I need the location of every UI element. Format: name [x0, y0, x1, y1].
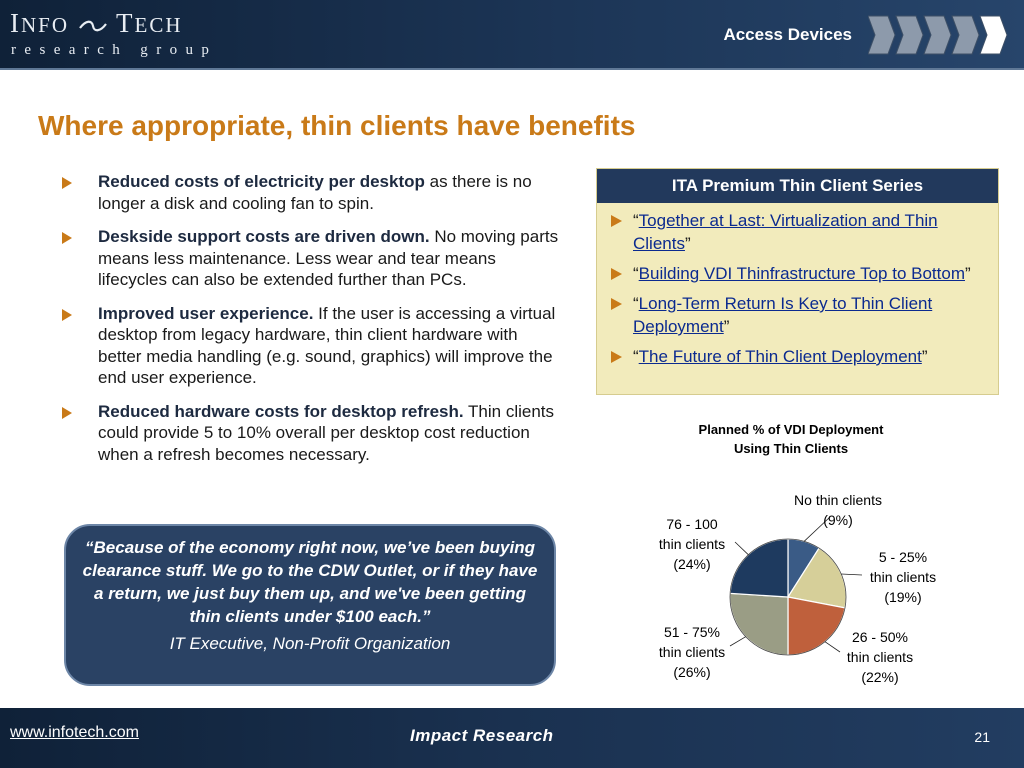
bullet-arrow-icon: [62, 309, 72, 321]
benefit-item: Reduced hardware costs for desktop refresh. Thin clients could provide 5 to 10% overall per desktop cost reduction when a refresh becomes necessary.: [58, 401, 563, 466]
series-item: “Long-Term Return Is Key to Thin Client Deployment”: [611, 292, 988, 338]
pie-label-26-50: 26 - 50% thin clients (22%): [846, 629, 914, 685]
pie-label-5-25: 5 - 25% thin clients (19%): [869, 549, 937, 605]
benefit-item: Deskside support costs are driven down. No moving parts means less maintenance. Less wear and tear means lifecycles can also be extended further than PCs.: [58, 226, 563, 291]
quote-text: “Because of the economy right now, we’ve been buying clearance stuff. We go to the CDW Outlet, or if they have a return, we just buy them up, and we've been getting thin clients under $100 each.”: [82, 538, 538, 626]
bullet-arrow-icon: [611, 298, 622, 310]
series-title: ITA Premium Thin Client Series: [597, 169, 998, 203]
pie-slice: [730, 539, 788, 597]
pie-leader-line: [735, 542, 748, 555]
series-link[interactable]: Long-Term Return Is Key to Thin Client Deployment: [633, 294, 933, 336]
series-item: “The Future of Thin Client Deployment”: [611, 345, 988, 368]
series-link[interactable]: The Future of Thin Client Deployment: [638, 347, 922, 366]
premium-series-box: [596, 168, 999, 395]
pie-label-none: No thin clients (9%): [794, 492, 882, 528]
chart-title: Planned % of VDI Deployment Using Thin Clients: [698, 422, 884, 456]
infotech-logo: [10, 8, 245, 58]
series-item: “Together at Last: Virtualization and Thin Clients”: [611, 209, 988, 255]
series-list: [597, 203, 998, 368]
bullet-arrow-icon: [611, 351, 622, 363]
series-item: “Building VDI Thinfrastructure Top to Bottom”: [611, 262, 988, 285]
section-title: Access Devices: [723, 25, 852, 44]
benefit-item: Improved user experience. If the user is accessing a virtual desktop from legacy hardware, thin client hardware with better media handling (e.g. sound, graphics) will improve the end user experience.: [58, 303, 563, 389]
bullet-arrow-icon: [62, 407, 72, 419]
bullet-arrow-icon: [62, 177, 72, 189]
pie-slice: [788, 597, 845, 655]
benefit-item: Reduced costs of electricity per desktop as there is no longer a disk and cooling fan to spin.: [58, 171, 563, 214]
page-title: Where appropriate, thin clients have benefits: [38, 110, 636, 141]
bullet-arrow-icon: [611, 215, 622, 227]
benefits-list: [58, 171, 563, 477]
chevron-active-icon: [980, 16, 1007, 54]
chevron-icon: [868, 16, 895, 54]
bullet-arrow-icon: [62, 232, 72, 244]
header-divider: [0, 68, 1024, 70]
chevron-icon: [896, 16, 923, 54]
chevron-icon: [924, 16, 951, 54]
page-number: 21: [974, 729, 990, 745]
footer-impact-research: Impact Research: [410, 726, 554, 745]
quote-attribution: IT Executive, Non-Profit Organization: [169, 634, 451, 653]
series-link[interactable]: Building VDI Thinfrastructure Top to Bottom: [638, 264, 965, 283]
quote-box: [64, 524, 556, 686]
pie-slice: [730, 593, 788, 655]
pie-label-76-100: 76 - 100 thin clients (24%): [658, 516, 726, 572]
logo-tilde-icon: [78, 20, 108, 32]
logo-tagline: research group: [11, 42, 218, 58]
footer-website-link[interactable]: www.infotech.com: [10, 724, 139, 741]
progress-chevrons: [868, 14, 1014, 56]
bullet-arrow-icon: [611, 268, 622, 280]
pie-label-51-75: 51 - 75% thin clients (26%): [658, 624, 726, 680]
logo-wordmark: INFO TECH: [10, 8, 183, 38]
chevron-icon: [952, 16, 979, 54]
pie-leader-line: [841, 574, 862, 575]
series-link[interactable]: Together at Last: Virtualization and Thin Clients: [633, 211, 938, 253]
